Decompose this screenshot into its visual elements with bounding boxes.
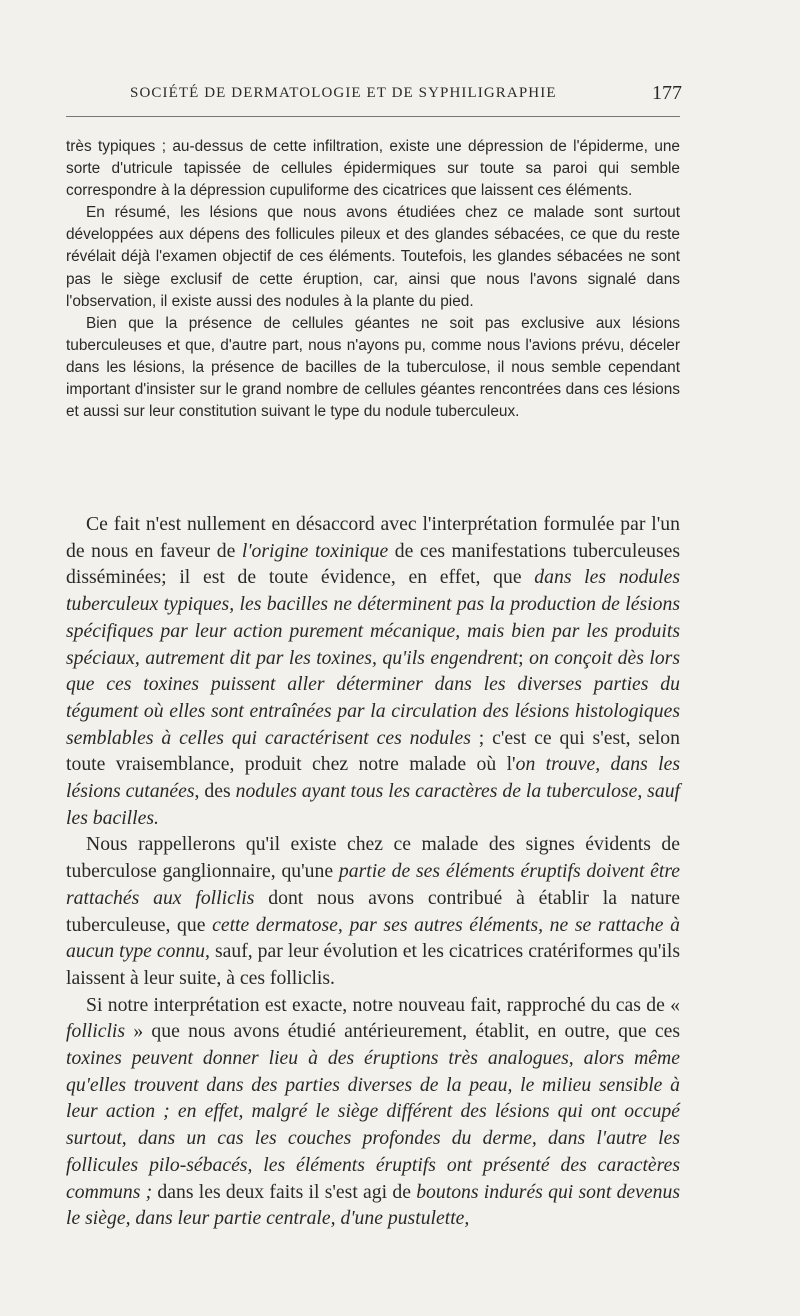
text-run: de ces manifestations tuberculeuses disséminées; il est de toute évidence, en effet, que [66,539,681,589]
text-run: dans les deux faits il s'est agi de [152,1180,417,1203]
text-run: sauf, par leur évolution et les cicatrices cratériformes qu'ils laissent à leur suite, à ces folliclis. [66,940,680,989]
italic-run: l'origine toxinique [241,539,389,562]
small-paragraph-3: Bien que la présence de cellules géantes ne soit pas exclusive aux lésions tuberculeuses et que, d'autre part, nous n'ayons pu, comme nous l'avions prévu, déceler dans les lésions, la présence de bacilles de la tuberculose, il nous semble cependant important d'insister sur le grand nombre de cellules géantes rencontrées dans ces lésions et aussi sur leur constitution suivant le type du nodule tuberculeux. [66,314,680,421]
small-type-section [66,136,680,423]
italic-run: on trouve, dans les lésions cutanées [66,753,680,803]
running-head [66,83,684,109]
main-paragraph-1 [66,511,680,831]
italic-run: cette dermatose, par ses autres éléments, ne se rattache à aucun type connu, [66,913,680,963]
text-run: ; c'est ce qui s'est, selon toute vraisemblance, produit chez notre malade où l' [66,726,680,776]
italic-run: toxines peuvent donner lieu à des éruptions très analogues, alors même qu'elles trouvent dans des parties diverses de la peau, le milieu sensible à leur action ; en effet, malgré le siège différent des lésions qui ont occupé surtout, dans un cas les couches profondes du derme, dans l'autre les follicules pilo-sébacés, les éléments éruptifs ont présenté des caractères communs ; [66,1047,680,1203]
small-paragraph-2: En résumé, les lésions que nous avons étudiées chez ce malade sont surtout développées aux dépens des follicules pileux et des glandes sébacées, ce que du reste révélait déjà l'examen objectif de ces éléments. Toutefois, les glandes sébacées ne sont pas le siège exclusif de cette éruption, car, ainsi que nous l'avons signalé dans l'observation, il existe aussi des nodules à la plante du pied. [66,204,680,310]
text-run: dont nous avons contribué à établir la nature tuberculeuse, que [66,886,680,936]
italic-run: nodules ayant tous les caractères de la tuberculose, sauf les bacilles. [66,780,681,829]
main-paragraph-3 [66,992,680,1232]
page-number: 177 [652,82,682,104]
text-run: Si notre interprétation est exacte, notre nouveau fait, rapproché du cas de « [86,993,680,1016]
text-run: ; [518,646,530,669]
running-title: SOCIÉTÉ DE DERMATOLOGIE ET DE SYPHILIGRAPHIE [130,85,557,101]
text-run: » que nous avons étudié antérieurement, établit, en outre, que ces [125,1020,680,1043]
main-paragraph-2 [66,831,680,991]
italic-run: dans les nodules tuberculeux typiques, les bacilles ne déterminent pas la production de lésions spécifiques par leur action purement mécanique, mais bien par les produits spéciaux, autrement dit par les toxines, qu'ils engendrent [66,566,681,669]
italic-run: boutons indurés qui sont devenus le siège, dans leur partie centrale, d'une pustulette, [66,1180,680,1230]
italic-run: partie de ses éléments éruptifs doivent être rattachés aux folliclis [66,860,680,909]
small-paragraph-1: très typiques ; au-dessus de cette infiltration, existe une dépression de l'épiderme, une sorte d'utricule tapissée de cellules épidermiques sur toute sa paroi qui semble correspondre à la dépression cupuliforme des cicatrices que laissent ces éléments. [66,138,680,200]
text-run: Nous rappellerons qu'il existe chez ce malade des signes évidents de tuberculose ganglionnaire, qu'une [66,833,680,883]
text-run: Ce fait n'est nullement en désaccord avec l'interprétation formulée par l'un de nous en faveur de [66,513,680,562]
text-run: , des [194,780,236,803]
italic-run: on conçoit dès lors que ces toxines puissent aller déterminer dans les diverses parties du tégument où elles sont entraînées par la circulation des lésions histologiques semblables à celles qui caractérisent ces nodules [66,646,680,749]
main-text-section [66,511,680,1232]
header-rule [66,116,680,117]
italic-run: folliclis [66,1020,126,1043]
